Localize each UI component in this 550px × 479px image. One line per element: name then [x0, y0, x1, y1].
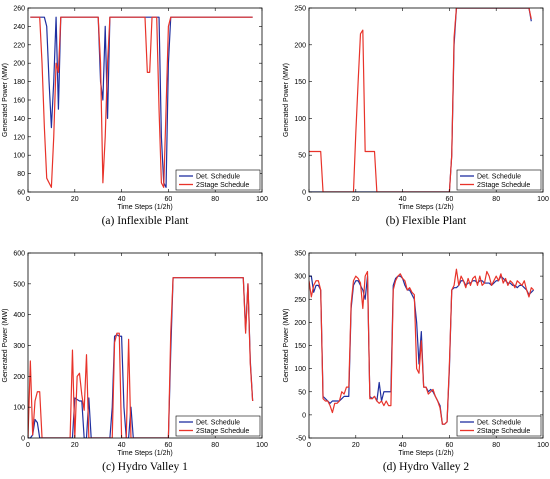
series-line-2stage-schedule	[309, 269, 534, 424]
y-axis-label: Generated Power (MW)	[283, 63, 290, 137]
x-tick-label: 100	[256, 442, 268, 449]
y-tick-label: 180	[13, 79, 25, 87]
chart-caption: (c) Hydro Valley 1	[102, 461, 188, 473]
x-tick-label: 100	[256, 196, 268, 203]
y-tick-label: 100	[13, 152, 25, 160]
series-line-det-schedule	[309, 8, 531, 192]
x-tick-label: 20	[70, 196, 79, 203]
y-tick-label: 200	[13, 60, 25, 68]
x-tick-label: 100	[537, 442, 549, 449]
series-line-2stage-schedule	[309, 8, 531, 192]
y-tick-label: 300	[294, 273, 306, 281]
legend-label: Det. Schedule	[477, 173, 521, 181]
x-tick-label: 80	[211, 196, 220, 203]
x-tick-label: 60	[445, 196, 454, 203]
chart-caption: (b) Flexible Plant	[385, 215, 467, 227]
y-tick-label: 120	[13, 134, 25, 142]
legend-label: Det. Schedule	[477, 419, 521, 427]
legend	[457, 416, 541, 436]
y-tick-label: 400	[13, 312, 25, 320]
y-tick-label: 260	[13, 5, 25, 13]
chart-caption: (a) Inflexible Plant	[101, 215, 189, 227]
y-tick-label: -50	[295, 435, 306, 443]
x-tick-label: 40	[117, 442, 126, 449]
y-tick-label: 300	[13, 343, 25, 350]
y-tick-label: 50	[298, 152, 306, 160]
x-axis-label: Time Steps (1/2h)	[117, 450, 173, 457]
x-tick-label: 40	[398, 442, 407, 449]
legend	[457, 170, 541, 190]
x-axis-label: Time Steps (1/2h)	[117, 204, 173, 211]
x-tick-label: 0	[26, 442, 30, 449]
y-tick-label: 0	[21, 435, 25, 443]
y-tick-label: 150	[294, 343, 306, 350]
legend	[176, 170, 260, 190]
y-tick-label: 100	[294, 366, 306, 374]
x-tick-label: 0	[307, 196, 311, 203]
legend-label: 2Stage Schedule	[477, 428, 531, 435]
x-tick-label: 40	[117, 196, 126, 203]
x-axis-label: Time Steps (1/2h)	[398, 204, 454, 211]
x-tick-label: 80	[492, 196, 501, 203]
legend-label: Det. Schedule	[196, 419, 240, 427]
y-tick-label: 0	[302, 412, 306, 420]
series-line-det-schedule	[28, 278, 253, 438]
legend-label: 2Stage Schedule	[477, 182, 531, 189]
y-tick-label: 100	[13, 404, 25, 412]
chart-caption: (d) Hydro Valley 2	[382, 461, 470, 473]
x-tick-label: 0	[26, 196, 30, 203]
axes-box	[28, 8, 262, 192]
y-tick-label: 600	[13, 250, 25, 258]
y-tick-label: 200	[294, 319, 306, 327]
x-tick-label: 20	[351, 442, 360, 449]
x-tick-label: 60	[445, 442, 454, 449]
y-tick-label: 240	[13, 23, 25, 31]
x-tick-label: 100	[537, 196, 549, 203]
chart-panel-1	[2, 6, 268, 228]
axes-box	[309, 253, 543, 438]
legend-label: 2Stage Schedule	[196, 182, 250, 189]
series-line-2stage-schedule	[30, 17, 252, 187]
y-tick-label: 140	[13, 115, 25, 123]
series-line-2stage-schedule	[28, 278, 253, 438]
y-tick-label: 60	[17, 189, 25, 197]
y-tick-label: 250	[294, 296, 306, 304]
y-tick-label: 50	[298, 389, 306, 397]
x-tick-label: 20	[351, 196, 360, 203]
x-tick-label: 20	[70, 442, 79, 449]
chart-panel-3	[2, 251, 268, 474]
x-tick-label: 0	[307, 442, 311, 449]
x-tick-label: 80	[211, 442, 220, 449]
y-axis-label: Generated Power (MW)	[2, 308, 9, 383]
chart-panel-2	[283, 6, 549, 228]
y-tick-label: 500	[13, 281, 25, 289]
y-axis-label: Generated Power (MW)	[2, 63, 9, 137]
y-tick-label: 250	[294, 5, 306, 13]
x-tick-label: 60	[164, 442, 173, 449]
chart-panel-4	[283, 251, 549, 474]
y-tick-label: 0	[302, 189, 306, 197]
y-tick-label: 350	[294, 250, 306, 258]
y-tick-label: 80	[17, 171, 25, 179]
y-tick-label: 150	[294, 79, 306, 87]
x-axis-label: Time Steps (1/2h)	[398, 450, 454, 457]
y-tick-label: 200	[13, 373, 25, 381]
axes-box	[28, 253, 262, 438]
x-tick-label: 80	[492, 442, 501, 449]
y-tick-label: 200	[294, 42, 306, 50]
y-tick-label: 220	[13, 42, 25, 50]
legend-label: Det. Schedule	[196, 173, 240, 181]
y-axis-label: Generated Power (MW)	[283, 308, 290, 383]
axes-box	[309, 8, 543, 192]
y-tick-label: 100	[294, 115, 306, 123]
x-tick-label: 60	[164, 196, 173, 203]
legend	[176, 416, 260, 436]
legend-label: 2Stage Schedule	[196, 428, 250, 435]
y-tick-label: 160	[13, 97, 25, 105]
x-tick-label: 40	[398, 196, 407, 203]
series-line-det-schedule	[30, 17, 252, 187]
